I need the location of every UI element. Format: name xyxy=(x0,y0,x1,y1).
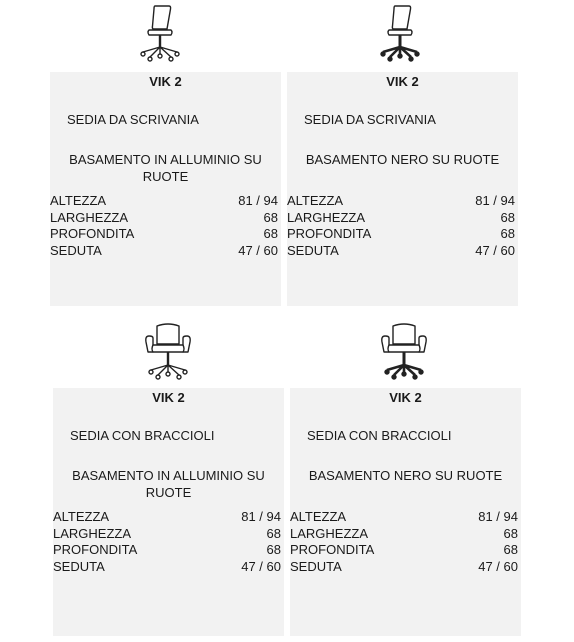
spec-row xyxy=(53,542,281,559)
spec-value: 68 xyxy=(266,525,281,541)
swivel-chair-icon xyxy=(133,2,187,66)
spec-row xyxy=(50,226,278,243)
spec-label: ALTEZZA xyxy=(50,193,107,208)
spec-row xyxy=(287,243,515,260)
spec-label: SEDUTA xyxy=(290,558,342,574)
spec-value: 68 xyxy=(263,209,278,225)
spec-row xyxy=(287,210,515,227)
spec-value: 68 xyxy=(500,209,515,225)
spec-row xyxy=(53,559,281,576)
product-title: VIK 2 xyxy=(152,390,185,405)
spec-row xyxy=(290,559,518,576)
product-card xyxy=(50,72,281,306)
spec-row xyxy=(287,193,515,210)
product-base: BASAMENTO IN ALLUMINIO SU RUOTE xyxy=(69,152,262,184)
spec-row xyxy=(53,526,281,543)
product-type: SEDIA DA SCRIVANIA xyxy=(304,112,436,127)
product-card xyxy=(287,72,518,306)
spec-label: ALTEZZA xyxy=(53,509,110,524)
spec-list xyxy=(50,193,278,259)
spec-row xyxy=(50,193,278,210)
spec-value: 47 / 60 xyxy=(238,242,278,258)
spec-value: 81 / 94 xyxy=(478,509,518,524)
spec-value: 81 / 94 xyxy=(238,193,278,208)
swivel-chair-black-base-icon xyxy=(373,2,427,66)
spec-label: ALTEZZA xyxy=(290,509,347,524)
spec-row xyxy=(290,526,518,543)
spec-label: LARGHEZZA xyxy=(53,525,132,541)
spec-list xyxy=(53,509,281,575)
product-base: BASAMENTO IN ALLUMINIO SU RUOTE xyxy=(72,468,265,500)
spec-label: LARGHEZZA xyxy=(287,209,366,225)
spec-label: SEDUTA xyxy=(53,558,105,574)
spec-value: 47 / 60 xyxy=(478,558,518,574)
armchair-swivel-black-base-icon xyxy=(377,320,431,384)
spec-value: 68 xyxy=(503,542,518,557)
spec-row xyxy=(290,542,518,559)
product-type: SEDIA CON BRACCIOLI xyxy=(307,428,452,443)
product-base: BASAMENTO NERO SU RUOTE xyxy=(308,468,503,483)
armchair-swivel-icon xyxy=(141,320,195,384)
spec-row xyxy=(50,210,278,227)
spec-list xyxy=(287,193,515,259)
spec-label: PROFONDITA xyxy=(53,542,138,557)
spec-row xyxy=(290,509,518,526)
spec-label: SEDUTA xyxy=(50,242,102,258)
product-title: VIK 2 xyxy=(149,74,182,89)
spec-label: PROFONDITA xyxy=(290,542,375,557)
spec-value: 47 / 60 xyxy=(241,558,281,574)
product-title: VIK 2 xyxy=(389,390,422,405)
spec-label: PROFONDITA xyxy=(287,226,372,241)
spec-value: 81 / 94 xyxy=(241,509,281,524)
product-type: SEDIA DA SCRIVANIA xyxy=(67,112,199,127)
spec-label: SEDUTA xyxy=(287,242,339,258)
spec-value: 68 xyxy=(266,542,281,557)
spec-row xyxy=(287,226,515,243)
spec-value: 68 xyxy=(263,226,278,241)
spec-label: ALTEZZA xyxy=(287,193,344,208)
product-type: SEDIA CON BRACCIOLI xyxy=(70,428,215,443)
product-title: VIK 2 xyxy=(386,74,419,89)
spec-label: LARGHEZZA xyxy=(290,525,369,541)
product-card xyxy=(290,388,521,636)
product-base: BASAMENTO NERO SU RUOTE xyxy=(305,152,500,167)
spec-value: 81 / 94 xyxy=(475,193,515,208)
product-card xyxy=(53,388,284,636)
spec-row xyxy=(50,243,278,260)
spec-value: 68 xyxy=(500,226,515,241)
spec-value: 68 xyxy=(503,525,518,541)
spec-label: LARGHEZZA xyxy=(50,209,129,225)
spec-row xyxy=(53,509,281,526)
spec-label: PROFONDITA xyxy=(50,226,135,241)
spec-list xyxy=(290,509,518,575)
spec-value: 47 / 60 xyxy=(475,242,515,258)
